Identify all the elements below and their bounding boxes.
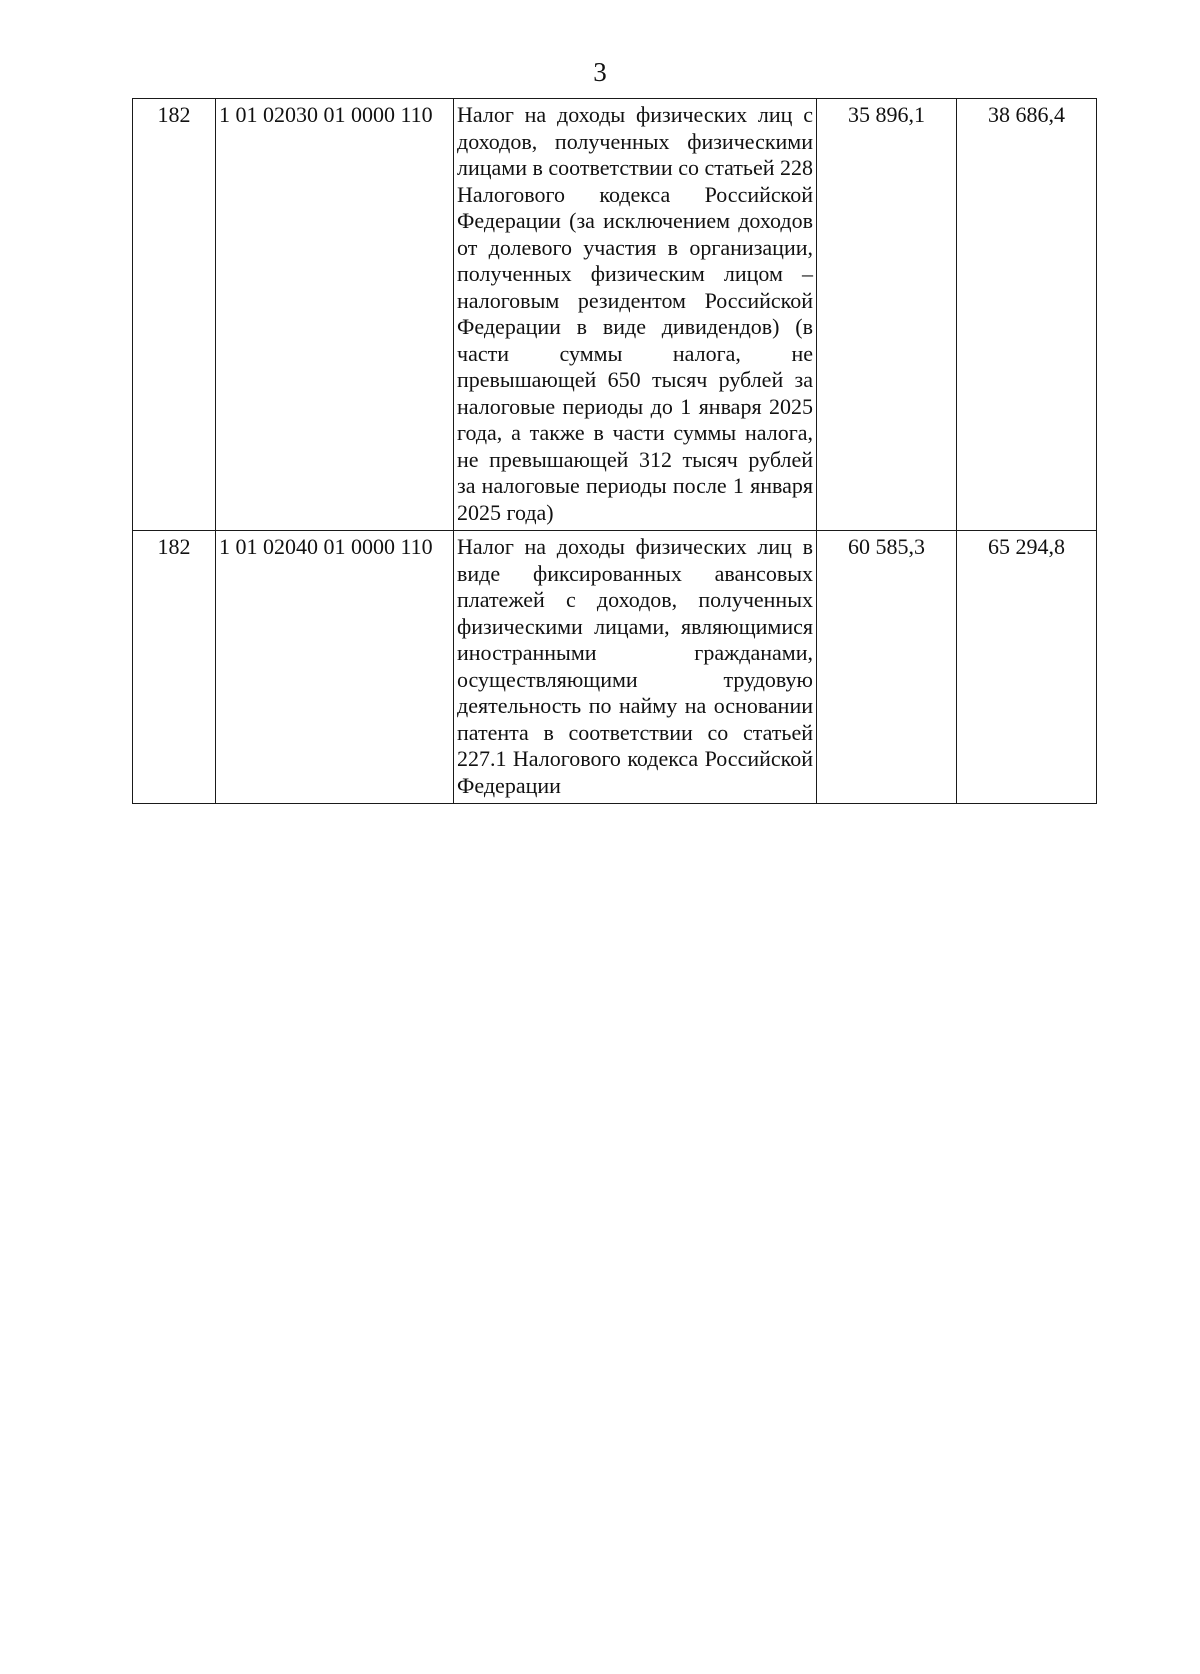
admin-code-cell: 182 [133,99,216,531]
budget-classification-code-cell: 1 01 02040 01 0000 110 [216,531,454,804]
income-name-cell: Налог на доходы физических лиц в виде фиксированных авансовых платежей с доходов, полученных физическими лицами, являющимися иностранными гражданами, осуществляющими трудовую деятельность по найму на основании патента в соответствии со статьей 227.1 Налогового кодекса Российской Федерации [454,531,817,804]
budget-classification-code-cell: 1 01 02030 01 0000 110 [216,99,454,531]
table-row [133,99,1097,531]
amount-cell-1: 60 585,3 [817,531,957,804]
amount-cell-2: 65 294,8 [957,531,1097,804]
income-name-cell: Налог на доходы физических лиц с доходов, полученных физическими лицами в соответствии со статьей 228 Налогового кодекса Российской Федерации (за исключением доходов от долевого участия в организации, полученных физическим лицом – налоговым резидентом Российской Федерации в виде дивидендов) (в части суммы налога, не превышающей 650 тысяч рублей за налоговые периоды до 1 января 2025 года, а также в части суммы налога, не превышающей 312 тысяч рублей за налоговые периоды после 1 января 2025 года) [454,99,817,531]
admin-code-cell: 182 [133,531,216,804]
revenue-table [132,98,1097,804]
amount-cell-1: 35 896,1 [817,99,957,531]
table-row [133,531,1097,804]
page-number: 3 [593,57,607,87]
amount-cell-2: 38 686,4 [957,99,1097,531]
